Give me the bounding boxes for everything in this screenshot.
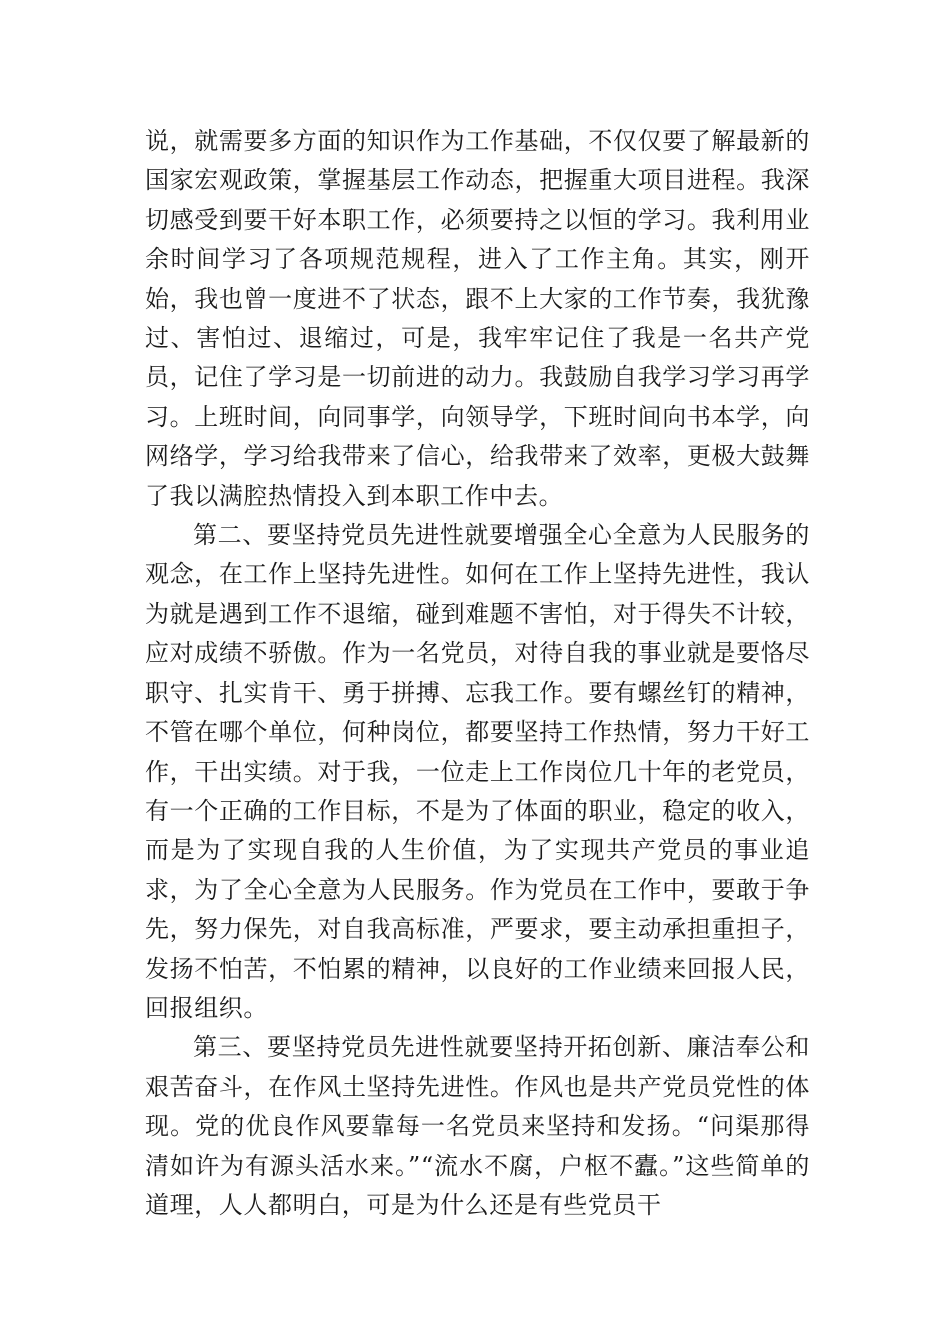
paragraph-continued-study: 说，就需要多方面的知识作为工作基础，不仅仅要了解最新的国家宏观政策，掌握基层工作动态，把握重大项目进程。我深切感受到要干好本职工作，必须要持之以恒的学习。我利用业余时间学习了各项规范规程，进入了工作主角。其实，刚开始，我也曾一度进不了状态，跟不上大家的工作节奏，我犹豫过、害怕过、退缩过，可是，我牢牢记住了我是一名共产党员，记住了学习是一切前进的动力。我鼓励自我学习学习再学习。上班时间，向同事学，向领导学，下班时间向书本学，向网络学，学习给我带来了信心，给我带来了效率，更极大鼓舞了我以满腔热情投入到本职工作中去。 [145,127,810,510]
document-body [145,122,810,1225]
paragraph-third-point: 第三、要坚持党员先进性就要坚持开拓创新、廉洁奉公和艰苦奋斗，在作风土坚持先进性。作风也是共产党员党性的体现。党的优良作风要靠每一名党员来坚持和发扬。“问渠那得清如许为有源头活水来。”“流水不腐，户枢不蠹。”这些简单的道理，人人都明白，可是为什么还是有些党员干 [145,1033,810,1219]
paragraph-second-point: 第二、要坚持党员先进性就要增强全心全意为人民服务的观念，在工作上坚持先进性。如何在工作上坚持先进性，我认为就是遇到工作不退缩，碰到难题不害怕，对于得失不计较，应对成绩不骄傲。作为一名党员，对待自我的事业就是要恪尽职守、扎实肯干、勇于拼搏、忘我工作。要有螺丝钉的精神，不管在哪个单位，何种岗位，都要坚持工作热情，努力干好工作，干出实绩。对于我，一位走上工作岗位几十年的老党员，有一个正确的工作目标，不是为了体面的职业，稳定的收入，而是为了实现自我的人生价值，为了实现共产党员的事业追求，为了全心全意为人民服务。作为党员在工作中，要敢于争先，努力保先，对自我高标准，严要求，要主动承担重担子，发扬不怕苦，不怕累的精神，以良好的工作业绩来回报人民，回报组织。 [145,521,810,1022]
